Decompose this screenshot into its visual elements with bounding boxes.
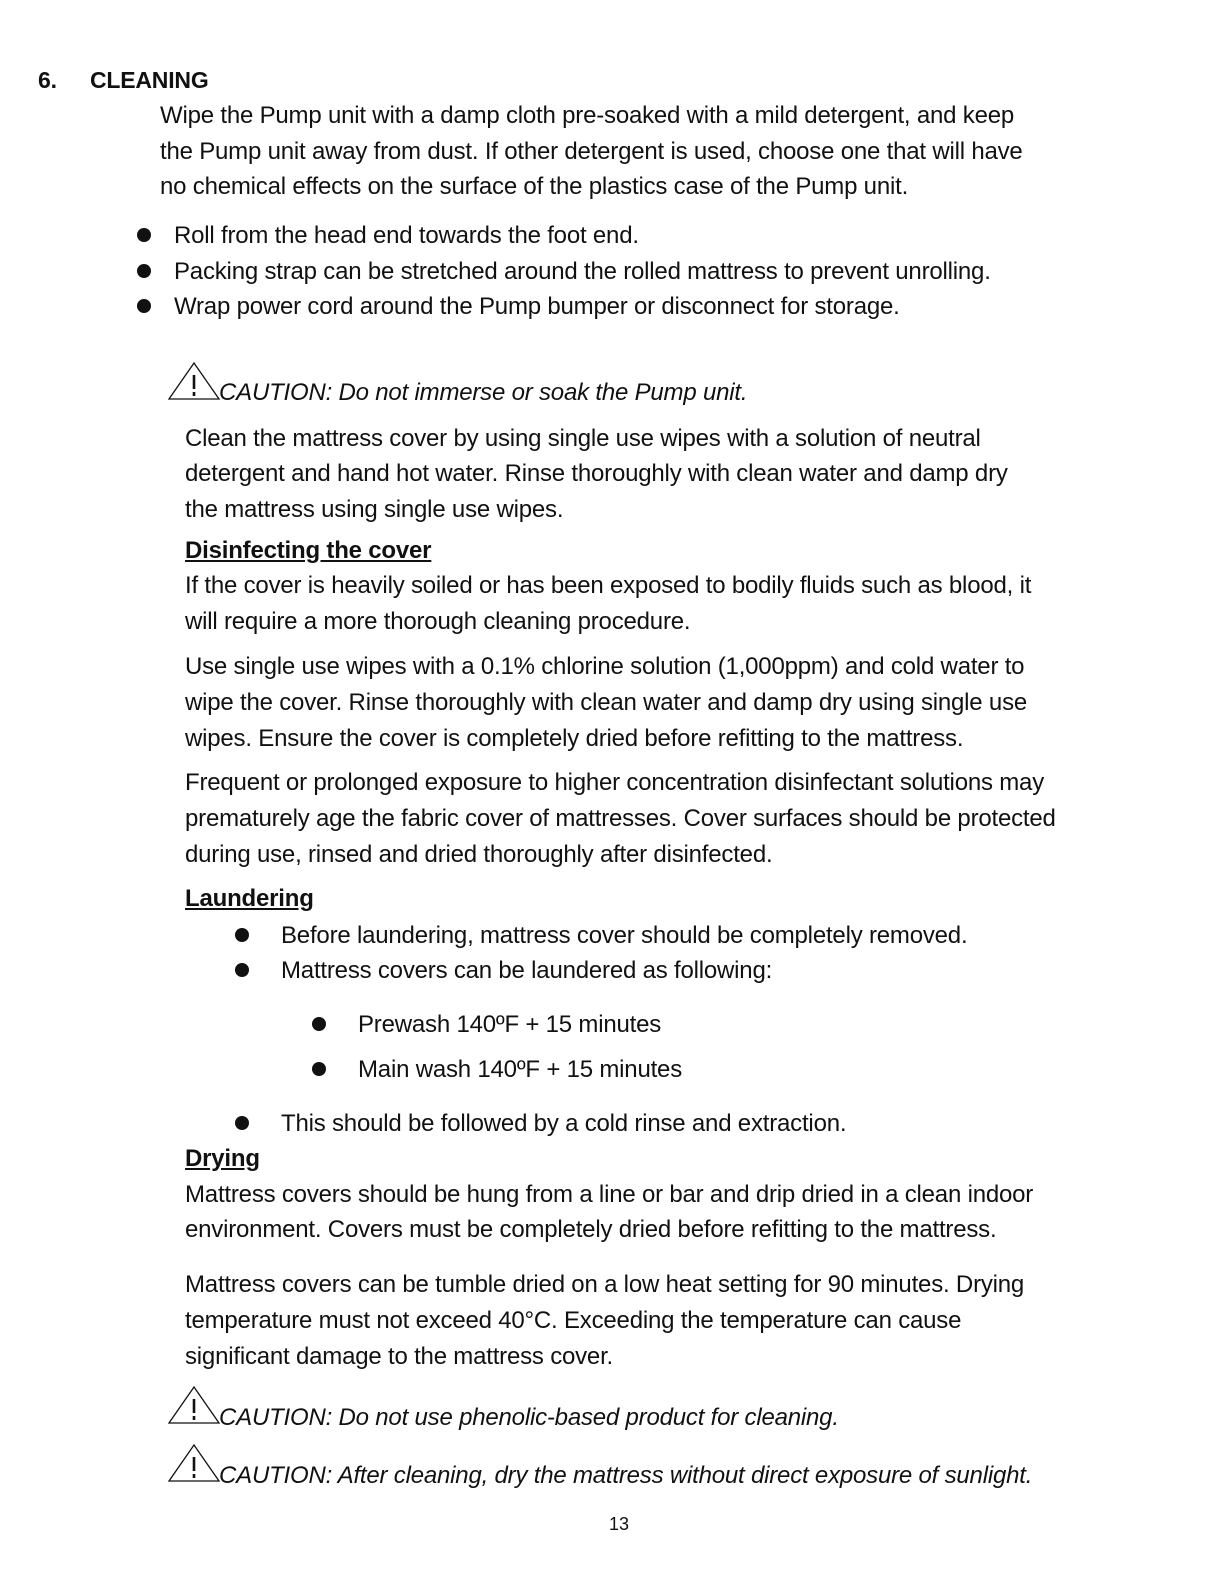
bullet-icon bbox=[312, 1017, 326, 1031]
intro-line: no chemical effects on the surface of the plastics case of the Pump unit. bbox=[160, 173, 909, 200]
bullet-icon bbox=[235, 928, 249, 942]
clean-cover-line: Clean the mattress cover by using single use wipes with a solution of neutral bbox=[185, 425, 981, 452]
intro-line: the Pump unit away from dust. If other detergent is used, choose one that will have bbox=[160, 138, 1023, 165]
disinfecting-line: during use, rinsed and dried thoroughly after disinfected. bbox=[185, 841, 773, 868]
storage-bullet-text: Roll from the head end towards the foot end. bbox=[174, 222, 639, 249]
disinfecting-line: If the cover is heavily soiled or has been exposed to bodily fluids such as blood, it bbox=[185, 572, 1032, 599]
warning-triangle-icon bbox=[166, 361, 222, 401]
drying-line: Mattress covers should be hung from a line or bar and drip dried in a clean indoor bbox=[185, 1181, 1034, 1208]
clean-cover-line: detergent and hand hot water. Rinse thoroughly with clean water and damp dry bbox=[185, 460, 1008, 487]
laundering-bullet-text: This should be followed by a cold rinse and extraction. bbox=[281, 1110, 847, 1137]
bullet-icon bbox=[137, 299, 151, 313]
disinfecting-line: will require a more thorough cleaning procedure. bbox=[185, 608, 691, 635]
caution-text: CAUTION: Do not immerse or soak the Pump unit. bbox=[219, 379, 748, 406]
warning-triangle-icon bbox=[166, 1443, 222, 1483]
laundering-bullet-text: Before laundering, mattress cover should be completely removed. bbox=[281, 922, 968, 949]
disinfecting-line: wipes. Ensure the cover is completely dried before refitting to the mattress. bbox=[185, 725, 964, 752]
disinfecting-heading: Disinfecting the cover bbox=[185, 537, 432, 564]
laundering-bullet-text: Mattress covers can be laundered as following: bbox=[281, 957, 773, 984]
laundering-sub-bullet-text: Main wash 140ºF + 15 minutes bbox=[358, 1056, 683, 1083]
drying-line: temperature must not exceed 40°C. Exceeding the temperature can cause bbox=[185, 1307, 962, 1334]
disinfecting-line: Use single use wipes with a 0.1% chlorine solution (1,000ppm) and cold water to bbox=[185, 653, 1025, 680]
storage-bullet-text: Wrap power cord around the Pump bumper or disconnect for storage. bbox=[174, 293, 900, 320]
drying-line: significant damage to the mattress cover. bbox=[185, 1343, 614, 1370]
laundering-heading: Laundering bbox=[185, 885, 314, 912]
disinfecting-line: prematurely age the fabric cover of mattresses. Cover surfaces should be protected bbox=[185, 805, 1056, 832]
clean-cover-line: the mattress using single use wipes. bbox=[185, 496, 564, 523]
drying-line: Mattress covers can be tumble dried on a low heat setting for 90 minutes. Drying bbox=[185, 1271, 1025, 1298]
laundering-sub-bullet-text: Prewash 140ºF + 15 minutes bbox=[358, 1011, 662, 1038]
disinfecting-line: Frequent or prolonged exposure to higher concentration disinfectant solutions may bbox=[185, 769, 1044, 796]
intro-line: Wipe the Pump unit with a damp cloth pre-soaked with a mild detergent, and keep bbox=[160, 102, 1015, 129]
caution-text: CAUTION: Do not use phenolic-based product for cleaning. bbox=[219, 1404, 839, 1431]
bullet-icon bbox=[235, 963, 249, 977]
bullet-icon bbox=[312, 1062, 326, 1076]
storage-bullet-text: Packing strap can be stretched around the rolled mattress to prevent unrolling. bbox=[174, 258, 991, 285]
bullet-icon bbox=[137, 264, 151, 278]
section-number: 6. bbox=[38, 67, 57, 93]
bullet-icon bbox=[235, 1116, 249, 1130]
warning-triangle-icon bbox=[166, 1385, 222, 1425]
caution-text: CAUTION: After cleaning, dry the mattress without direct exposure of sunlight. bbox=[219, 1462, 1033, 1489]
bullet-icon bbox=[137, 228, 151, 242]
drying-heading: Drying bbox=[185, 1145, 260, 1172]
page-number: 13 bbox=[609, 1514, 630, 1534]
disinfecting-line: wipe the cover. Rinse thoroughly with clean water and damp dry using single use bbox=[185, 689, 1028, 716]
drying-line: environment. Covers must be completely dried before refitting to the mattress. bbox=[185, 1216, 997, 1243]
section-title: CLEANING bbox=[90, 67, 209, 93]
